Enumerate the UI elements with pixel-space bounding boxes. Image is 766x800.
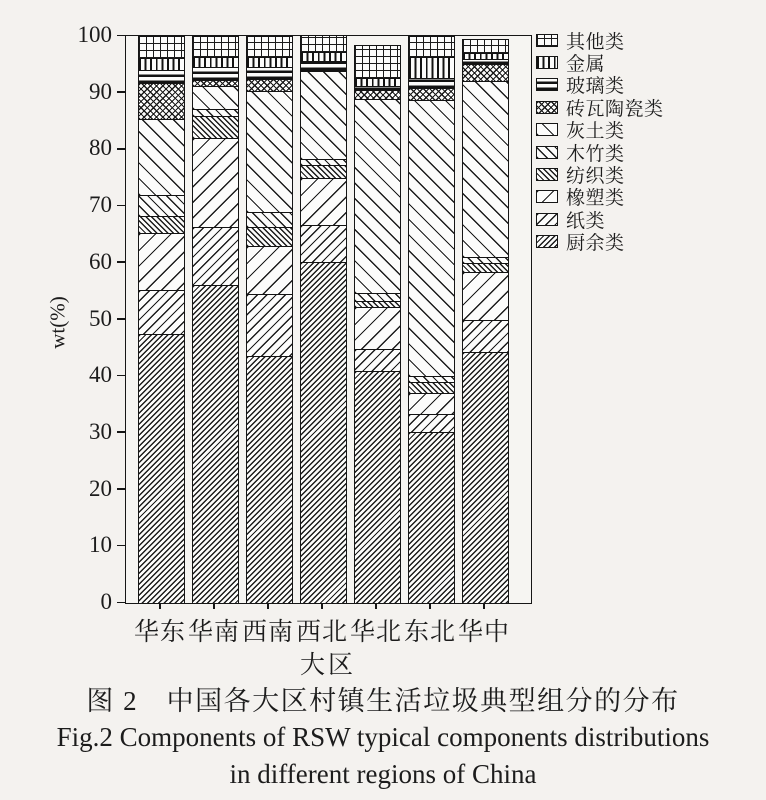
bar-segment-橡塑类	[139, 233, 184, 290]
y-tick-10	[117, 545, 125, 547]
y-tick-80	[117, 148, 125, 150]
x-tick-华中	[483, 603, 485, 609]
bar-segment-木竹类	[193, 109, 238, 116]
bar-华东	[138, 36, 185, 603]
bar-segment-厨余类	[301, 262, 346, 603]
bar-segment-纸类	[463, 320, 508, 352]
caption-chinese: 图 2 中国各大区村镇生活垃圾典型组分的分布	[86, 686, 680, 716]
y-tick-100	[117, 35, 125, 37]
legend-swatch-灰土类-icon	[536, 123, 558, 136]
bar-segment-橡塑类	[355, 307, 400, 349]
x-tick-华南	[213, 603, 215, 609]
legend-row-灰土类	[536, 119, 664, 141]
legend-row-砖瓦陶瓷类	[536, 96, 664, 118]
legend-swatch-玻璃类-icon	[536, 78, 558, 91]
bar-segment-玻璃类	[301, 61, 346, 70]
bar-segment-砖瓦陶瓷类	[409, 88, 454, 99]
bar-segment-灰土类	[139, 119, 184, 194]
y-tick-label-0: 0	[100, 589, 112, 614]
legend-swatch-砖瓦陶瓷类-icon	[536, 101, 558, 114]
bar-segment-纸类	[247, 294, 292, 356]
bar-segment-玻璃类	[139, 70, 184, 83]
y-tick-60	[117, 261, 125, 263]
x-label-华中: 华中	[457, 619, 510, 646]
bar-segment-厨余类	[355, 371, 400, 603]
x-tick-华东	[159, 603, 161, 609]
legend-row-木竹类	[536, 141, 664, 163]
y-tick-label-80: 80	[89, 135, 112, 161]
y-tick-label-60: 60	[89, 248, 112, 274]
bar-segment-砖瓦陶瓷类	[463, 64, 508, 82]
y-tick-30	[117, 431, 125, 433]
bar-segment-其他类	[139, 36, 184, 58]
y-tick-label-20: 20	[89, 475, 112, 501]
legend-swatch-纸类-icon	[536, 213, 558, 226]
bar-segment-砖瓦陶瓷类	[247, 79, 292, 91]
bar-segment-橡塑类	[301, 178, 346, 225]
legend-row-厨余类	[536, 231, 664, 253]
plot-area	[125, 35, 532, 604]
bar-segment-橡塑类	[409, 393, 454, 413]
bar-segment-其他类	[463, 39, 508, 53]
y-tick-0	[117, 602, 125, 604]
bar-segment-纺织类	[301, 165, 346, 178]
bar-segment-金属	[301, 52, 346, 62]
bar-segment-厨余类	[139, 334, 184, 603]
bar-segment-金属	[247, 57, 292, 67]
x-label-东北: 东北	[403, 619, 456, 646]
x-label-西南: 西南	[241, 619, 294, 646]
bar-segment-玻璃类	[409, 78, 454, 88]
y-tick-label-40: 40	[89, 362, 112, 388]
legend-label-砖瓦陶瓷类: 砖瓦陶瓷类	[566, 98, 664, 120]
legend-label-木竹类: 木竹类	[566, 143, 625, 165]
bar-segment-纸类	[139, 290, 184, 334]
bar-segment-灰土类	[247, 91, 292, 212]
bar-segment-木竹类	[463, 257, 508, 264]
legend-label-纸类: 纸类	[566, 210, 606, 232]
bar-segment-纺织类	[463, 263, 508, 272]
bar-segment-灰土类	[409, 100, 454, 376]
bar-segment-厨余类	[463, 352, 508, 603]
bar-segment-纺织类	[139, 216, 184, 233]
legend-label-其他类: 其他类	[566, 31, 625, 53]
bar-segment-木竹类	[409, 376, 454, 383]
bar-segment-木竹类	[139, 195, 184, 217]
bar-segment-其他类	[247, 36, 292, 57]
legend-label-玻璃类: 玻璃类	[566, 76, 625, 98]
bar-西南	[246, 36, 293, 603]
bar-segment-其他类	[193, 36, 238, 57]
y-tick-label-90: 90	[89, 78, 112, 104]
bar-segment-橡塑类	[193, 138, 238, 227]
x-label-华东: 华东	[133, 619, 186, 646]
bar-西北	[300, 35, 347, 603]
legend-label-纺织类: 纺织类	[566, 166, 625, 188]
bar-segment-灰土类	[193, 86, 238, 109]
y-tick-label-100: 100	[77, 22, 112, 47]
legend-swatch-金属-icon	[536, 56, 558, 69]
legend-swatch-纺织类-icon	[536, 168, 558, 181]
legend-label-金属: 金属	[566, 54, 606, 76]
legend-label-厨余类: 厨余类	[566, 233, 625, 255]
bar-华南	[192, 36, 239, 603]
bar-segment-其他类	[301, 35, 346, 51]
x-label-华南: 华南	[187, 619, 240, 646]
y-tick-20	[117, 488, 125, 490]
x-tick-华北	[375, 603, 377, 609]
legend-swatch-橡塑类-icon	[536, 190, 558, 203]
bar-segment-金属	[139, 58, 184, 70]
bar-segment-灰土类	[301, 71, 346, 159]
legend-row-其他类	[536, 29, 664, 51]
legend-row-玻璃类	[536, 74, 664, 96]
y-tick-40	[117, 375, 125, 377]
legend-row-纸类	[536, 208, 664, 230]
bar-segment-玻璃类	[193, 67, 238, 80]
x-tick-西南	[267, 603, 269, 609]
legend-row-金属	[536, 51, 664, 76]
y-tick-50	[117, 318, 125, 320]
caption-english-line1: Fig.2 Components of RSW typical components distributions	[56, 722, 710, 752]
legend-swatch-厨余类-icon	[536, 235, 558, 248]
y-tick-label-70: 70	[89, 192, 112, 218]
bar-segment-纸类	[301, 225, 346, 262]
bar-segment-砖瓦陶瓷类	[139, 83, 184, 120]
bar-segment-纸类	[355, 349, 400, 371]
caption-english-line2: in different regions of China	[229, 759, 537, 789]
legend-swatch-木竹类-icon	[536, 146, 558, 159]
bar-segment-纺织类	[247, 227, 292, 246]
bar-segment-橡塑类	[463, 272, 508, 320]
bar-segment-金属	[409, 57, 454, 78]
legend-row-纺织类	[536, 163, 664, 188]
y-tick-label-30: 30	[89, 418, 112, 444]
bar-segment-厨余类	[247, 356, 292, 603]
x-label-西北: 西北	[295, 619, 348, 646]
legend-row-橡塑类	[536, 186, 664, 208]
bar-segment-纸类	[193, 227, 238, 285]
y-tick-label-50: 50	[89, 305, 112, 331]
x-label-华北: 华北	[349, 619, 402, 646]
bar-segment-纺织类	[409, 382, 454, 393]
legend-label-灰土类: 灰土类	[566, 121, 625, 143]
bar-segment-灰土类	[463, 81, 508, 256]
bar-segment-纺织类	[193, 116, 238, 138]
legend	[536, 29, 664, 253]
legend-swatch-其他类-icon	[536, 34, 558, 47]
bar-segment-橡塑类	[247, 246, 292, 294]
bar-segment-纸类	[409, 414, 454, 433]
bar-segment-其他类	[409, 36, 454, 57]
x-axis-title: 大区	[299, 652, 356, 679]
bar-segment-厨余类	[409, 432, 454, 603]
bar-华北	[354, 45, 401, 603]
bar-segment-金属	[193, 57, 238, 67]
bar-东北	[408, 36, 455, 603]
bar-segment-木竹类	[247, 212, 292, 227]
bar-segment-木竹类	[355, 293, 400, 301]
x-tick-东北	[429, 603, 431, 609]
legend-label-橡塑类: 橡塑类	[566, 188, 625, 210]
bar-segment-灰土类	[355, 99, 400, 293]
y-tick-70	[117, 205, 125, 207]
bar-segment-其他类	[355, 45, 400, 78]
x-tick-西北	[321, 603, 323, 609]
y-axis-title: wt(%)	[45, 296, 70, 349]
bar-segment-厨余类	[193, 285, 238, 603]
bar-segment-金属	[355, 78, 400, 86]
bar-segment-砖瓦陶瓷类	[355, 90, 400, 99]
bar-segment-玻璃类	[247, 67, 292, 79]
y-tick-label-10: 10	[89, 532, 112, 558]
bar-华中	[462, 39, 509, 603]
y-tick-90	[117, 91, 125, 93]
